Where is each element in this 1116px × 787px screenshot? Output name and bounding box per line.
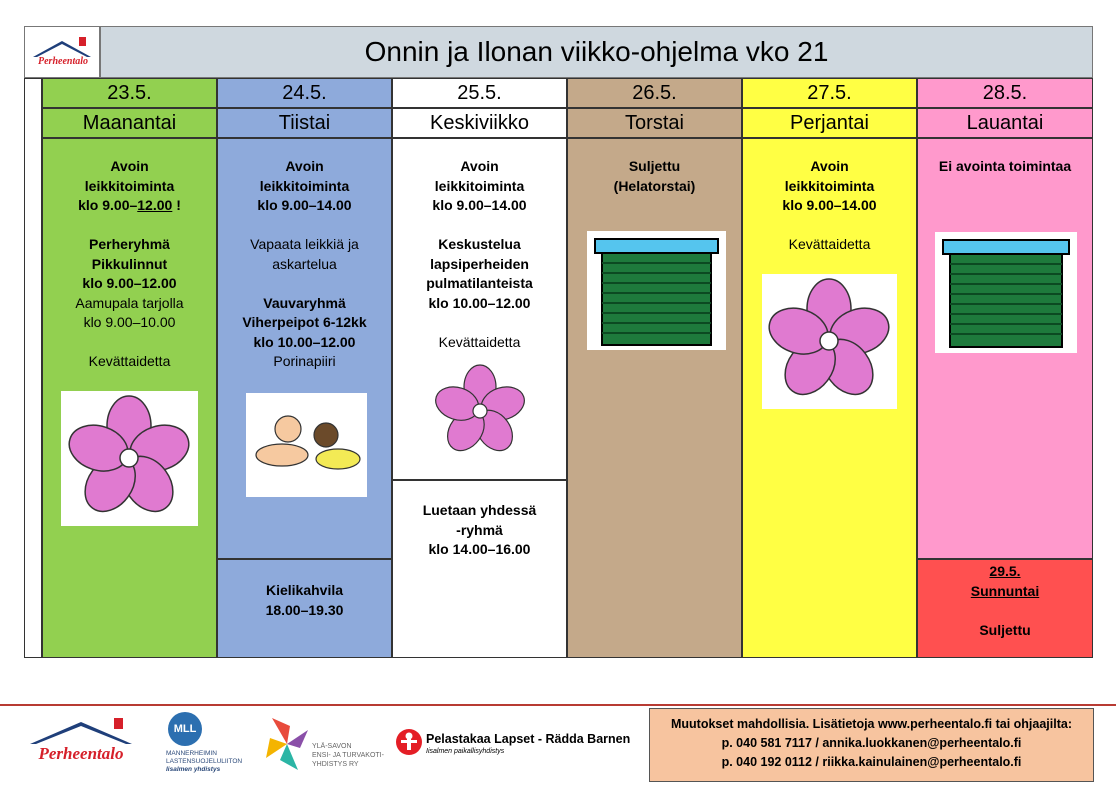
sun-name: Sunnuntai [970,582,1040,599]
wed-line-6: pulmatilanteista [426,275,533,291]
column-sat [917,138,1093,559]
column-sun [917,559,1093,658]
tue-line-2: leikkitoiminta [259,177,350,194]
fri-line-4: Kevättaidetta [788,236,871,252]
contact-info-box [649,708,1094,782]
flower-image [61,391,198,526]
tue-line-6: Vauvaryhmä [263,294,346,311]
footer-logo-mll [166,712,256,778]
ylasavo-line-2: ENSI- JA TURVAKOTI- [312,752,384,759]
pinwheel-icon [262,714,312,774]
perheentalo-logo-icon [25,27,99,77]
footer-logo-pelastakaa [395,728,645,768]
flower-image [430,361,530,461]
tue-line-4: Vapaata leikkiä ja [250,236,359,252]
thu-line-2: (Helatorstai) [613,177,696,194]
wed-afternoon-line-1: Luetaan yhdessä [422,502,537,518]
mll-line-1: MANNERHEIMIN [166,750,217,757]
mon-line-3: klo 9.00–12.00 ! [78,197,181,213]
wed-line-3: klo 9.00–14.00 [432,197,527,213]
day-mon: Maanantai [42,108,217,138]
date-thu: 26.5. [567,78,742,108]
tue-line-9: Porinapiiri [273,353,336,369]
fri-line-3: klo 9.00–14.00 [782,197,877,213]
wed-line-5: lapsiperheiden [430,255,529,272]
shutter-icon [587,231,726,350]
wed-afternoon-line-2: -ryhmä [456,521,503,538]
wed-afternoon-line-3: klo 14.00–16.00 [428,541,531,557]
sun-date: 29.5. [989,563,1021,579]
pelastakaa-sub: Iisalmen paikallisyhdistys [426,748,505,755]
day-wed: Keskiviikko [392,108,567,138]
fri-line-1: Avoin [810,158,849,174]
sat-line-1: Ei avointa toimintaa [938,158,1072,174]
tue-line-8: klo 10.00–12.00 [253,333,356,350]
left-strip [24,78,42,658]
mon-line-2: leikkitoiminta [84,177,175,194]
mon-line-6: klo 9.00–12.00 [82,275,177,291]
wed-line-2: leikkitoiminta [434,177,525,194]
footer-logo-text: Perheentalo [38,744,124,763]
page-title: Onnin ja Ilonan viikko-ohjelma vko 21 [100,26,1093,78]
mll-line-3: Iisalmen yhdistys [166,766,221,773]
flower-icon [61,391,198,526]
day-sat: Lauantai [917,108,1093,138]
closed-shutter-image [935,232,1077,353]
flower-icon [762,274,897,409]
info-line-3: p. 040 192 0112 / riikka.kainulainen@perheentalo.fi [721,755,1022,769]
wed-line-8: Kevättaidetta [438,333,521,350]
day-fri: Perjantai [742,108,917,138]
tue-evening-line-1: Kielikahvila [265,582,344,598]
column-mon [42,138,217,658]
mll-badge-icon: MLL [168,712,202,746]
wed-line-1: Avoin [460,158,499,174]
mon-line-9: Kevättaidetta [88,353,171,369]
wed-line-7: klo 10.00–12.00 [428,294,531,311]
logo-text: Perheentalo [38,56,88,67]
column-tue [217,138,392,559]
column-wed [392,138,567,480]
mon-line-1: Avoin [110,158,149,174]
thu-line-1: Suljettu [628,158,681,174]
shutter-icon [935,232,1077,353]
column-tue-evening [217,559,392,658]
save-the-children-icon [395,728,423,756]
flower-icon [430,361,530,461]
footer-logo-perheentalo [26,716,136,776]
column-wed-afternoon [392,480,567,658]
mon-line-8: klo 9.00–10.00 [83,314,176,330]
day-thu: Torstai [567,108,742,138]
tue-line-5: askartelua [272,255,337,272]
fri-line-2: leikkitoiminta [784,177,875,194]
date-fri: 27.5. [742,78,917,108]
babies-image [246,393,367,497]
sun-status: Suljettu [979,621,1031,638]
flower-image [762,274,897,409]
wed-line-4: Keskustelua [438,236,521,252]
ylasavo-line-1: YLÄ-SAVON [312,743,352,750]
closed-shutter-image [587,231,726,350]
date-tue: 24.5. [217,78,392,108]
mon-line-7: Aamupala tarjolla [75,294,184,311]
pelastakaa-name: Pelastakaa Lapset - Rädda Barnen [426,732,631,746]
date-sat: 28.5. [917,78,1093,108]
header-logo [24,26,100,78]
mon-line-5: Pikkulinnut [91,255,168,272]
tue-line-7: Viherpeipot 6-12kk [242,314,367,330]
ylasavo-line-3: YHDISTYS RY [312,761,359,768]
day-tue: Tiistai [217,108,392,138]
tue-evening-line-2: 18.00–19.30 [265,601,344,618]
crawling-babies-icon [246,393,367,497]
mll-line-2: LASTENSUOJELULIITON [166,758,243,765]
date-mon: 23.5. [42,78,217,108]
tue-line-3: klo 9.00–14.00 [257,197,352,213]
footer-logo-ylasavo [262,714,392,776]
info-line-1: Muutokset mahdollisia. Lisätietoja www.perheentalo.fi tai ohjaajilta: [671,717,1072,731]
info-line-2: p. 040 581 7117 / annika.luokkanen@perheentalo.fi [721,736,1022,750]
column-fri [742,138,917,658]
date-wed: 25.5. [392,78,567,108]
footer-divider [0,704,1116,706]
mon-line-4: Perheryhmä [89,236,170,252]
column-thu [567,138,742,658]
tue-line-1: Avoin [285,158,324,174]
